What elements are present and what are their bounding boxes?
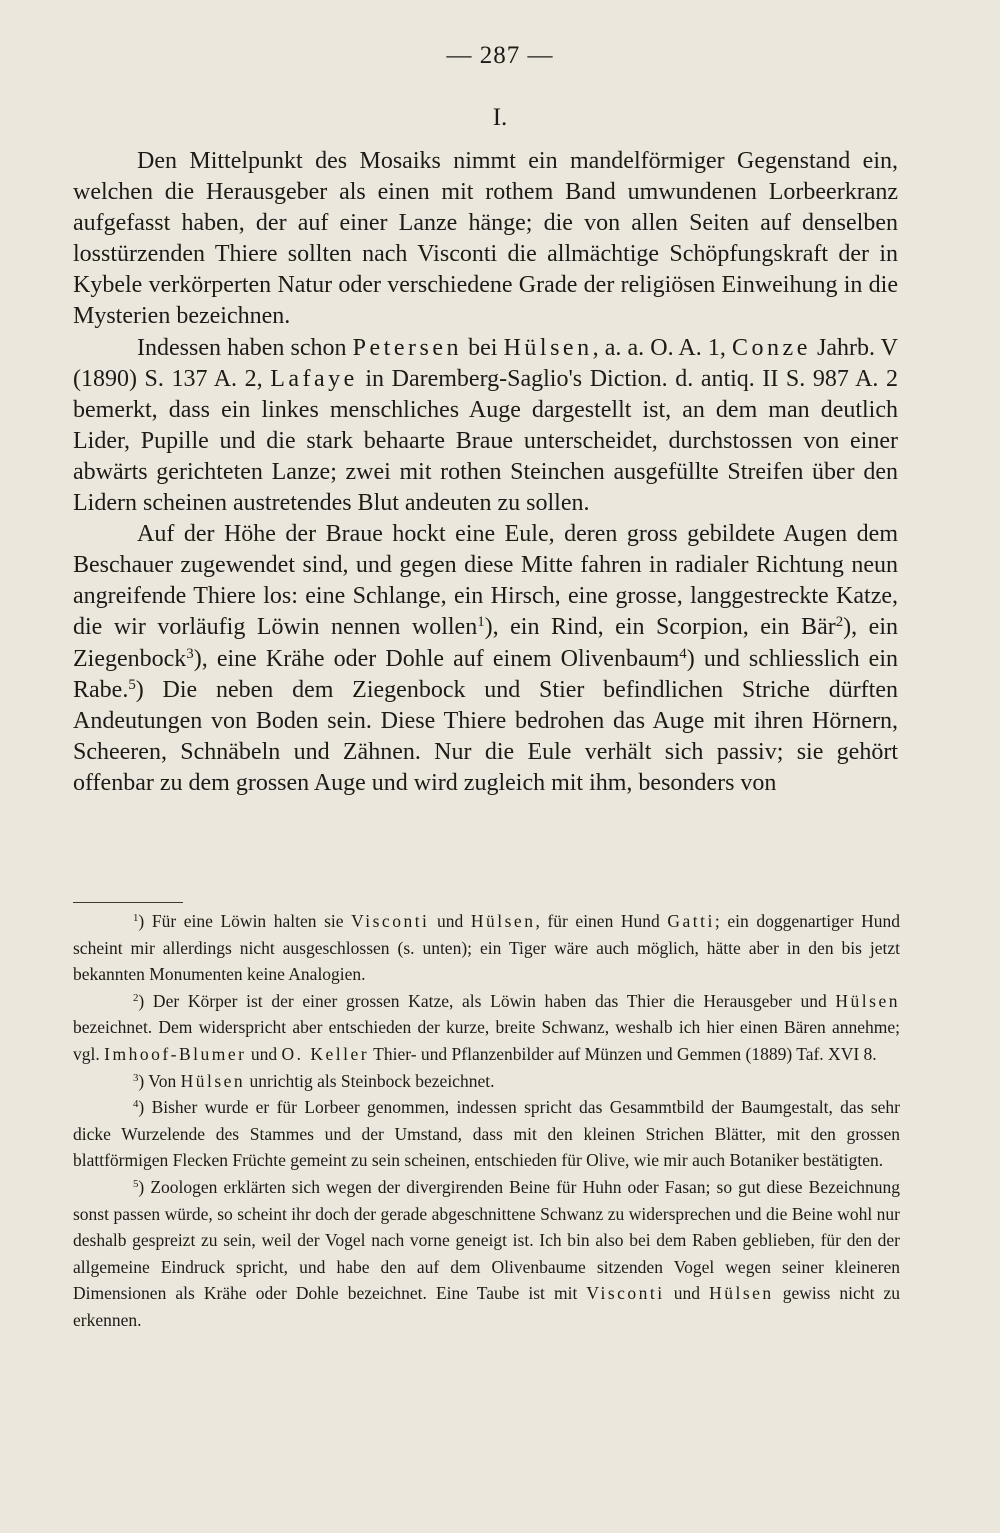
paragraph-2	[73, 333, 898, 520]
footnote-mark: 2	[133, 991, 139, 1004]
author-name: O. Keller	[281, 1043, 370, 1064]
text-run: und	[664, 1283, 710, 1304]
footnotes	[73, 908, 900, 1334]
text-run: , a. a. O. A. 1,	[592, 334, 733, 361]
text-run: ) und schliesslich ein Rabe.	[73, 645, 898, 703]
paragraph-1	[73, 146, 898, 333]
author-name: Visconti	[351, 911, 430, 931]
author-name: Lafaye	[270, 365, 358, 392]
author-name: Conze	[732, 334, 811, 361]
main-text	[73, 146, 898, 799]
text-run: Thier- und Pflanzenbilder auf Münzen und Gemmen (1889) Taf. XVI 8.	[369, 1043, 877, 1064]
text-run: Jahrb. V (1890) S. 137 A. 2,	[73, 334, 898, 392]
text-run: ) Von	[138, 1070, 181, 1091]
page-number: — 287 —	[446, 42, 554, 69]
text-run: gewiss nicht zu erkennen.	[73, 1283, 901, 1330]
footnote-separator	[73, 902, 183, 903]
text-run: ) Bisher wurde er für Lorbeer genommen, indessen spricht das Gesammtbild der Baumgestalt, das sehr dicke Wurzelende des Stammes und der Umstand, dass mit den kleinen Strichen Blätter, mit den grossen blattförmigen Flecken Früchte gemeint zu sein scheinen, entschieden für Olive, wie mir auch Botaniker bestätigten.	[73, 1097, 900, 1171]
text-run: Auf der Höhe der Braue hockt eine Eule, deren gross gebildete Augen dem Beschauer zugewendet sind, und gegen diese Mitte fahren in radialer Richtung neun angreifende Thiere los: eine Schlange, ein Hirsch, eine grosse, langgestreckte Katze, die wir vorläufig Löwin nennen wollen	[73, 521, 898, 641]
author-name: Hülsen	[709, 1283, 774, 1304]
text-run: und	[246, 1043, 282, 1064]
footnote-mark: 3	[133, 1071, 139, 1084]
footnote-mark: 4	[133, 1098, 139, 1111]
author-name: Hülsen	[470, 911, 536, 931]
text-run: ) Der Körper ist der einer grossen Katze, als Löwin haben das Thier die Herausgeber und	[138, 990, 836, 1011]
author-name: Gatti	[667, 911, 715, 931]
footnote-2	[73, 988, 900, 1068]
footnote-4	[73, 1094, 900, 1174]
author-name: Petersen	[352, 334, 462, 361]
text-run: Indessen haben schon	[137, 334, 353, 361]
footnote-mark: 1	[133, 912, 139, 925]
text-run: ), eine Krähe oder Dohle auf einem Olivenbaum	[193, 645, 680, 672]
footnote-ref: 4	[679, 645, 687, 662]
footnote-ref: 2	[835, 614, 844, 631]
text-run: unrichtig als Steinbock bezeichnet.	[245, 1070, 495, 1091]
text-run: und	[429, 911, 471, 931]
text-run: bezeichnet. Dem widerspricht aber entschieden der kurze, breite Schwanz, weshalb ich hier einen Bären annehme; vgl.	[73, 1017, 900, 1064]
text-run: ) Zoologen erklärten sich wegen der divergirenden Beine für Huhn oder Fasan; so gut diese Bezeichnung sonst passen würde, so scheint ihr doch der gerade abgeschnittene Schwanz zu widersprechen und die Beine wohl nur deshalb gespreizt zu sein, weil der Vogel nach vorne geneigt ist. Ich bin also bei dem Raben geblieben, für den der allgemeine Eindruck spricht, und habe den auf dem Olivenbaume sitzenden Vogel wegen seiner kleineren Dimensionen als Krähe oder Dohle bezeichnet. Eine Taube ist mit	[73, 1176, 900, 1304]
footnote-3	[73, 1068, 900, 1095]
author-name: Visconti	[586, 1283, 665, 1304]
footnote-ref: 3	[186, 645, 194, 662]
text-run: , für einen Hund	[535, 911, 668, 931]
paragraph-3	[73, 519, 898, 799]
paragraph-1-text: Den Mittelpunkt des Mosaiks nimmt ein mandelförmiger Gegenstand ein, welchen die Herausgeber als einen mit rothem Band umwundenen Lorbeerkranz aufgefasst haben, der auf einer Lanze hänge; die von allen Seiten auf denselben losstürzenden Thiere sollten nach Visconti die allmächtige Schöpfungskraft der in Kybele verkörperten Natur oder verschiedene Grade der religiösen Einweihung in die Mysterien bezeichnen.	[73, 148, 898, 330]
text-run: ) Für eine Löwin halten sie	[138, 911, 352, 931]
text-run: ) Die neben dem Ziegenbock und Stier befindlichen Striche dürften Andeutungen von Boden sein. Diese Thiere bedrohen das Auge mit ihren Hörnern, Scheeren, Schnäbeln und Zähnen. Nur die Eule verhält sich passiv; sie gehört offenbar zu dem grossen Auge und wird zugleich mit ihm, besonders von	[73, 676, 898, 796]
text-run: ), ein Ziegenbock	[73, 614, 898, 672]
section-heading: I.	[492, 104, 508, 131]
footnote-5	[73, 1174, 900, 1334]
text-run: ; ein doggenartiger Hund scheint mir allerdings nicht ausgeschlossen (s. unten); ein Tiger wäre auch möglich, hätte aber in den bis jetzt bekannten Monumenten keine Analogien.	[73, 911, 900, 985]
author-name: Imhoof-Blumer	[104, 1043, 247, 1064]
text-run: in Daremberg-Saglio's Diction. d. antiq. II S. 987 A. 2 bemerkt, dass ein linkes menschliches Auge dargestellt ist, an dem man deutlich Lider, Pupille und die stark behaarte Braue unterscheidet, durchstossen von einer abwärts gerichteten Lanze; zwei mit rothen Steinchen ausgefüllte Streifen über den Lidern scheinen austretendes Blut andeuten zu sollen.	[73, 365, 899, 517]
footnote-1	[73, 908, 900, 988]
author-name: Hülsen	[835, 990, 900, 1011]
footnote-ref: 1	[477, 614, 485, 631]
footnote-ref: 5	[128, 676, 136, 693]
author-name: Hülsen	[180, 1070, 246, 1091]
author-name: Hülsen	[503, 334, 593, 361]
text-run: ), ein Rind, ein Scorpion, ein Bär	[484, 614, 836, 641]
text-run: bei	[461, 334, 504, 361]
footnote-mark: 5	[133, 1177, 139, 1190]
